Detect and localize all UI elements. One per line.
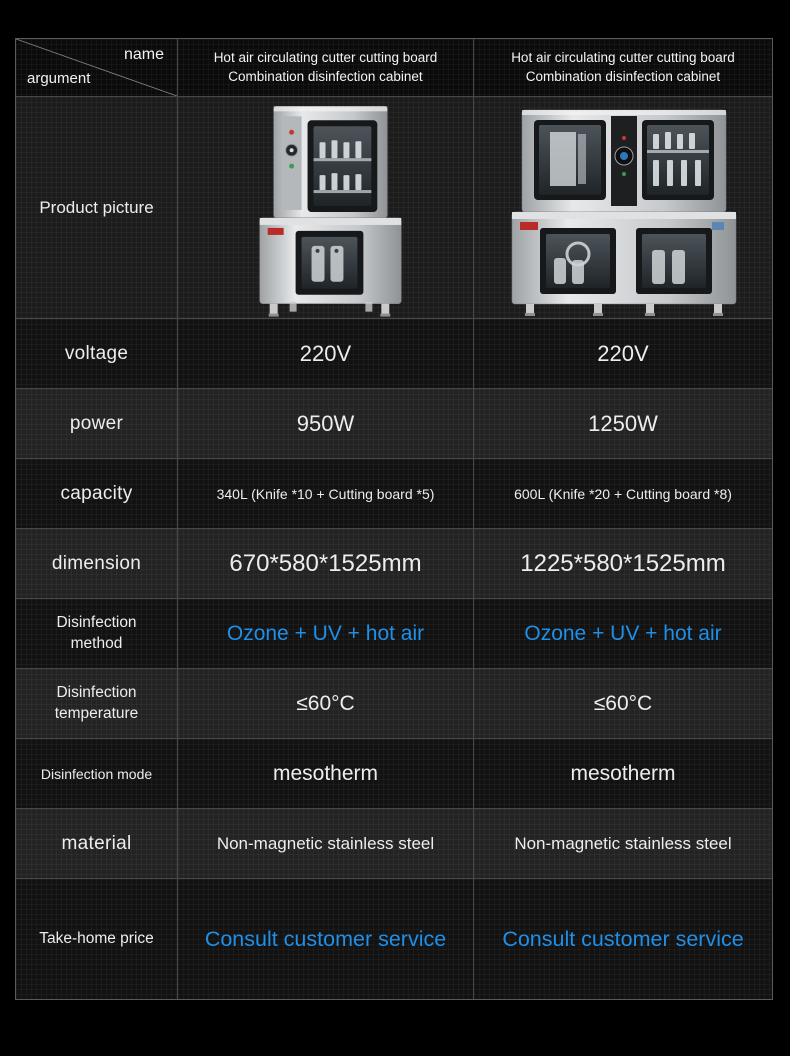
product-image-large-cabinet (474, 98, 772, 318)
row-label-power: power (16, 389, 178, 459)
row-label-disinfection-method: Disinfection method (16, 599, 178, 669)
product-picture-cell-1 (178, 97, 474, 319)
product-image-small-cabinet (178, 98, 473, 318)
dimension-value-1: 670*580*1525mm (178, 529, 474, 599)
row-label-capacity: capacity (16, 459, 178, 529)
voltage-value-2: 220V (474, 319, 772, 389)
price-value-2: Consult customer service (474, 879, 772, 999)
corner-header-cell (16, 39, 178, 97)
material-value-2: Non-magnetic stainless steel (474, 809, 772, 879)
column-header-1-line1: Hot air circulating cutter cutting board (213, 49, 438, 65)
corner-argument-label: argument (27, 70, 91, 87)
row-label-voltage: voltage (16, 319, 178, 389)
disinfection-method-value-2: Ozone + UV + hot air (474, 599, 772, 669)
voltage-value-1: 220V (178, 319, 474, 389)
disinfection-method-value-1: Ozone + UV + hot air (178, 599, 474, 669)
row-label-disinfection-mode: Disinfection mode (16, 739, 178, 809)
column-header-1-line2: Combination disinfection cabinet (228, 68, 423, 84)
column-header-1 (178, 39, 474, 97)
disinfection-mode-value-1: mesotherm (178, 739, 474, 809)
capacity-value-1: 340L (Knife *10 + Cutting board *5) (178, 459, 474, 529)
row-label-disinfection-temperature: Disinfection temperature (16, 669, 178, 739)
disinfection-temperature-value-2: ≤60°C (474, 669, 772, 739)
material-value-1: Non-magnetic stainless steel (178, 809, 474, 879)
row-label-dimension: dimension (16, 529, 178, 599)
disinfection-mode-value-2: mesotherm (474, 739, 772, 809)
row-label-take-home-price: Take-home price (16, 879, 178, 999)
column-header-2 (474, 39, 772, 97)
corner-name-label: name (123, 46, 164, 63)
row-label-product-picture: Product picture (16, 97, 178, 319)
row-label-material: material (16, 809, 178, 879)
power-value-2: 1250W (474, 389, 772, 459)
column-header-2-line2: Combination disinfection cabinet (525, 68, 721, 84)
power-value-1: 950W (178, 389, 474, 459)
dimension-value-2: 1225*580*1525mm (474, 529, 772, 599)
column-header-2-line1: Hot air circulating cutter cutting board (511, 49, 735, 65)
disinfection-temperature-value-1: ≤60°C (178, 669, 474, 739)
product-picture-cell-2 (474, 97, 772, 319)
capacity-value-2: 600L (Knife *20 + Cutting board *8) (474, 459, 772, 529)
product-spec-table (15, 38, 773, 1000)
price-value-1: Consult customer service (178, 879, 474, 999)
